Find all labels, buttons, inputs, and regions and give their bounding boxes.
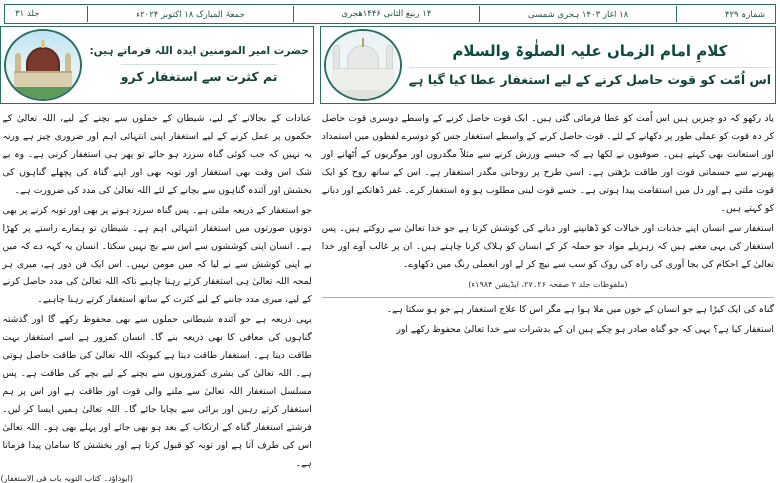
masthead-divider <box>87 6 88 22</box>
right-paragraph-1: یاد رکھو کہ دو چیزیں ہیں اس اُمت کو عطا فرمائی گئی ہیں۔ ایک قوت حاصل کرنے کے واسطے دوسری قوت حاصل کر دہ قوت کو عملی طور پر دکھانے کے لئے۔ قوت حاصل کرنے کے واسطے استغفار جس کو دوسرے لفظوں میں استمداد اور استعانت بھی کہتے ہیں۔ صوفیوں نے لکھا ہے کہ جیسے ورزش کرنے سے مثلاً مگدروں اور موگریوں کے اُٹھانے اور پھیرنے سے جسمانی قوت اور طاقت بڑھتی ہے۔ اسی طرح پر روحانی مگدر استغفار ہے۔ اس کے ساتھ روح کو ایک قوت ملتی ہے اور دل میں استقامت پیدا ہوتی ہے۔ جسے قوت لینی مطلوب ہو وہ استغفار کرے۔ غفر ڈھانکنے اور دبانے کو کہتے ہیں۔ <box>321 113 774 214</box>
right-closing-1: گناہ کی ایک کیڑا ہے جو انسان کے خون میں ملا ہوا ہے مگر اس کا علاج استغفار ہے جو ہو سکتا ہے۔ <box>386 304 774 316</box>
left-article-titles <box>85 27 312 103</box>
left-article-body <box>0 108 313 470</box>
left-article-header <box>0 26 313 104</box>
right-paragraph-2: استغفار سے انسان اپنے جذبات اور خیالات کو ڈھانپنے اور دبانے کی کوشش کرتا ہے جو خدا تعالیٰ سے روکتے ہیں۔ پس استغفار کی یہی معنے ہیں کہ زہریلے مواد جو حملہ کر کے انسان کو ہلاک کرنا چاہتے ہیں۔ ان پر غالب آوے اور خدا تعالیٰ کے احکام کی بجا آوری کی راہ کی روک کو سب سے نیچ کر لے اور انعملی رنگ میں دکھاوے۔ <box>321 222 774 270</box>
left-paragraph-3: یہی ذریعہ ہے جو آئندہ شیطانی حملوں سے بھی محفوظ رکھے گا اور گذشتہ گناہوں کی معافی کا بھی ذریعہ بنے گا۔ انسان کمزور ہے اسے استغفار بہت طاقت دیتا ہے۔ استغفار طاقت دیتا ہے کیونکہ اللہ تعالیٰ کی طاقت حاصل ہوتی ہے۔ اللہ تعالیٰ کی بشری کمزوریوں سے بچنے کے لیے بچے کی طاقت ہے۔ پس مسلسل استغفار اللہ تعالیٰ سے ملنے والی قوت اور طاقت ہے اور اس پر ہم استغفار کرتے رہیں اور برائی سے بچایا جائے گا۔ اللہ تعالیٰ ہمیں ایسا کر لیں۔ فرشتے استغفار گناہ کے ارتکاب کے بعد ہو بھی جائے اور پہلے بھی ہو۔ اللہ تعالیٰ اس کی طرف آتا ہے اور توبہ کو قبول کرتا ہے اور بخشش کا سامان پیدا فرماتا ہے۔ <box>2 314 312 469</box>
masthead-hijri-date: ۱۴ ربیع الثانی ۱۴۴۶ھجری <box>341 9 432 19</box>
left-paragraph-2: جو استغفار کے ذریعہ ملتی ہے۔ پس گناہ سرزد ہونے پر بھی اور توبہ کرنے پر بھی دونوں صورتوں میں استغفار انتہائی اہم ہے۔ شیطان تو ہمارے راستے پر کھڑا ہے۔ انسان اپنی کوششوں سے اس سے بچ نہیں سکتا۔ انسان یہ کہہ دے کہ میں نے اپنی کوشش سے نے لیا کہ میں مومن نہیں۔ اس ایک فن دور ہے، میری ہر لمحہ اللہ تعالیٰ ہی استغفار کرتے رہنا چاہیے تاکہ اللہ تعالیٰ کی مدد حاصل کرنے کے لیے، میری مدد جاننے کے لیے کثرت کے ساتھ استغفار کرتے رہنا چاہیے۔ <box>2 204 312 306</box>
masthead-divider <box>676 6 677 22</box>
right-article-body <box>320 108 776 470</box>
right-article-header <box>320 26 776 104</box>
right-article-titles <box>405 27 775 103</box>
masthead-gregorian-date: جمعۃ المبارک ۱۸ اکتوبر ۲۰۲۴ء <box>136 9 245 20</box>
right-attribution: (ملفوظات جلد ۲ صفحہ ۲۶۔۲۷، ایڈیشن ۱۹۸۴ء) <box>468 280 628 290</box>
brown-dome-photo-icon <box>1 27 85 103</box>
masthead-bar <box>4 4 776 24</box>
masthead-divider <box>293 6 294 22</box>
right-article-title: کلامِ امام الزماں علیہ الصلٰوۃ والسلام <box>452 42 728 61</box>
right-closing-2: استغفار کیا ہے؟ یہی کہ جو گناہ صادر ہو چکے ہیں ان کے بدشرات سے خدا تعالیٰ محفوظ رکھے اور <box>396 323 774 335</box>
article-right <box>320 26 776 468</box>
right-divider <box>322 297 774 298</box>
masthead-issue-number: شمارہ ۴۲۹ <box>724 9 765 20</box>
masthead-solar-date: ۱۸ اغاز ۱۴۰۳ ہجری شمسی <box>527 9 629 20</box>
right-article-subtitle: اس اُمّت کو قوت حاصل کرنے کے لیے استغفار عطا کیا گیا ہے <box>409 67 771 90</box>
left-article-title: تم کثرت سے استغفار کرو <box>121 64 278 87</box>
left-footnote: (ابوداؤد۔ کتاب التوبہ باب فی الاستغفار) <box>0 474 133 483</box>
left-paragraph-1: عبادات کے بجالانے کے لیے، شیطان کے حملوں سے بچنے کے لیے، اللہ تعالیٰ کے حکموں پر عمل کرنے کے لیے استغفار اپنی انتہائی اہم اور ضروری چیز ہے ورنہ یہ نہیں کہ جب کوئی گناہ سرزد ہو جائے تو پھر ہی استغفار کرنی ہے۔ وہ بے شک اس وقت بھی استغفار اور توبہ بھی اور اپنے گناہ کی پچھلے گناہوں کی بخشش اور آئندہ گناہوں سے بچانے کے لئے اللہ تعالیٰ کی مدد کی ضرورت ہے۔ <box>2 113 312 196</box>
masthead-volume: جلد ۳۱ <box>15 9 40 19</box>
article-left <box>0 26 313 483</box>
mosque-dome-photo-icon <box>321 27 405 103</box>
left-article-kicker: حضرت امیر المومنین ایدہ اللہ فرماتے ہیں: <box>89 45 309 58</box>
columns-container <box>0 26 776 483</box>
masthead-divider <box>479 6 480 22</box>
